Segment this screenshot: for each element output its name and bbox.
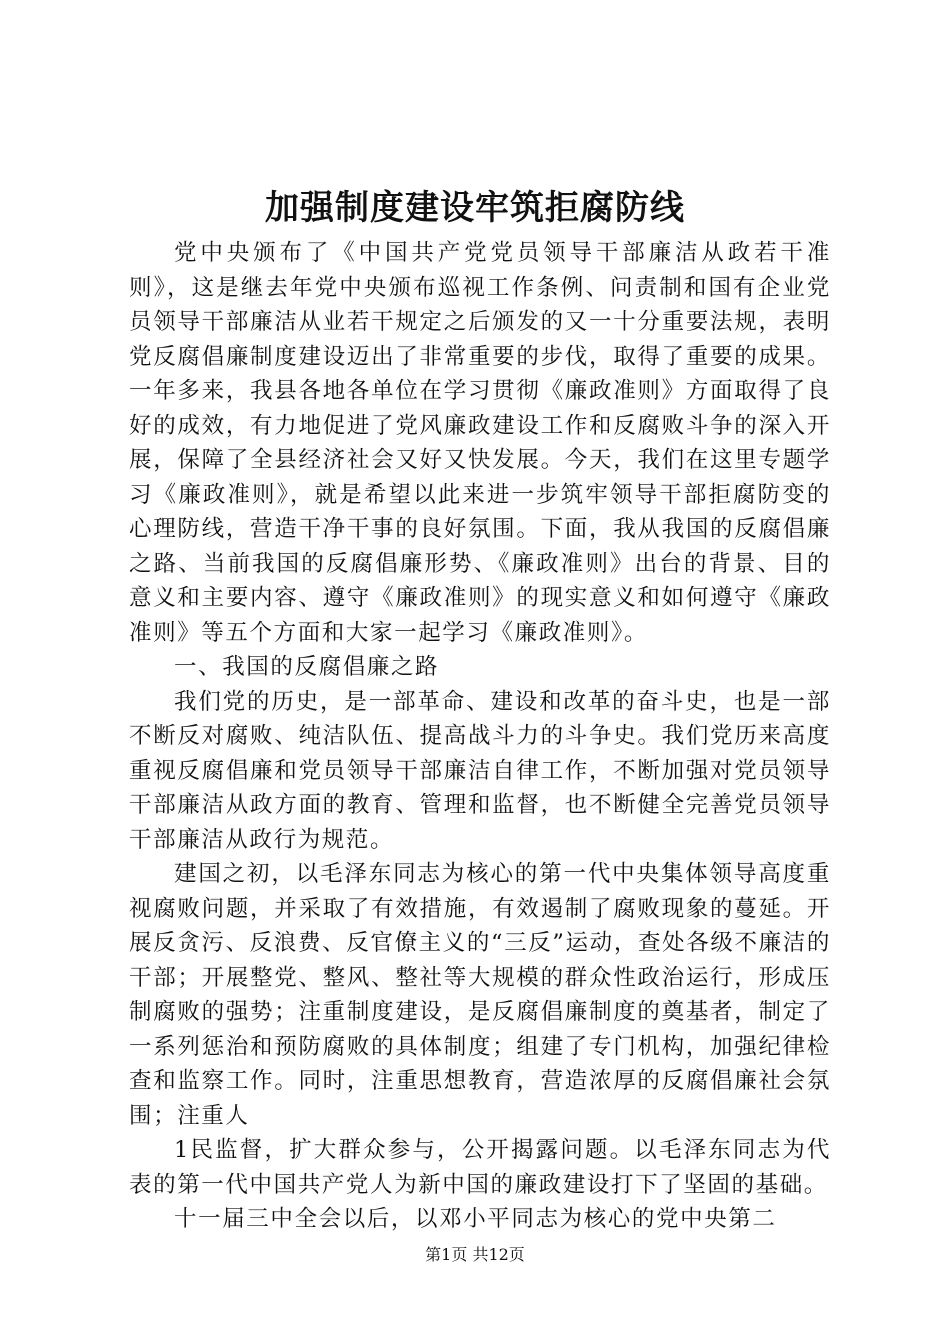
section-heading: 一、我国的反腐倡廉之路 xyxy=(174,654,440,680)
paragraph: 建国之初，以毛泽东同志为核心的第一代中央集体领导高度重视腐败问题，并采取了有效措施，有效遏制了腐败现象的蔓延。开展反贪污、反浪费、反官僚主义的“三反”运动，查处各级不廉洁的干部；开展整党、整风、整社等大规模的群众性政治运行，形成压制腐败的强势；注重制度建设，是反腐倡廉制度的奠基者，制定了一系列惩治和预防腐败的具体制度；组建了专门机构，加强纪律检查和监察工作。同时，注重思想教育，营造浓厚的反腐倡廉社会氛围；注重人 xyxy=(129,861,831,1129)
document-body xyxy=(129,236,831,1237)
page-number-footer: 第1页 共12页 xyxy=(425,1245,525,1264)
paragraph: 我们党的历史，是一部革命、建设和改革的奋斗史，也是一部不断反对腐败、纯洁队伍、提高战斗力的斗争史。我们党历来高度重视反腐倡廉和党员领导干部廉洁自律工作，不断加强对党员领导干部廉洁从政方面的教育、管理和监督，也不断健全完善党员领导干部廉洁从政行为规范。 xyxy=(129,688,831,853)
paragraph: 党中央颁布了《中国共产党党员领导干部廉洁从政若干准则》，这是继去年党中央颁布巡视工作条例、问责制和国有企业党员领导干部廉洁从业若干规定之后颁发的又一十分重要法规，表明党反腐倡廉制度建设迈出了非常重要的步伐，取得了重要的成果。一年多来，我县各地各单位在学习贯彻《廉政准则》方面取得了良好的成效，有力地促进了党风廉政建设工作和反腐败斗争的深入开展，保障了全县经济社会又好又快发展。今天，我们在这里专题学习《廉政准则》，就是希望以此来进一步筑牢领导干部拒腐防变的心理防线，营造干净干事的良好氛围。下面，我从我国的反腐倡廉之路、当前我国的反腐倡廉形势、《廉政准则》出台的背景、目的意义和主要内容、遵守《廉政准则》的现实意义和如何遵守《廉政准则》等五个方面和大家一起学习《廉政准则》。 xyxy=(129,240,831,646)
document-title: 加强制度建设牢筑拒腐防线 xyxy=(265,188,685,228)
paragraph: 十一届三中全会以后，以邓小平同志为核心的党中央第二 xyxy=(174,1206,777,1232)
paragraph: 1民监督，扩大群众参与，公开揭露问题。以毛泽东同志为代表的第一代中国共产党人为新中国的廉政建设打下了坚固的基础。 xyxy=(129,1137,831,1198)
